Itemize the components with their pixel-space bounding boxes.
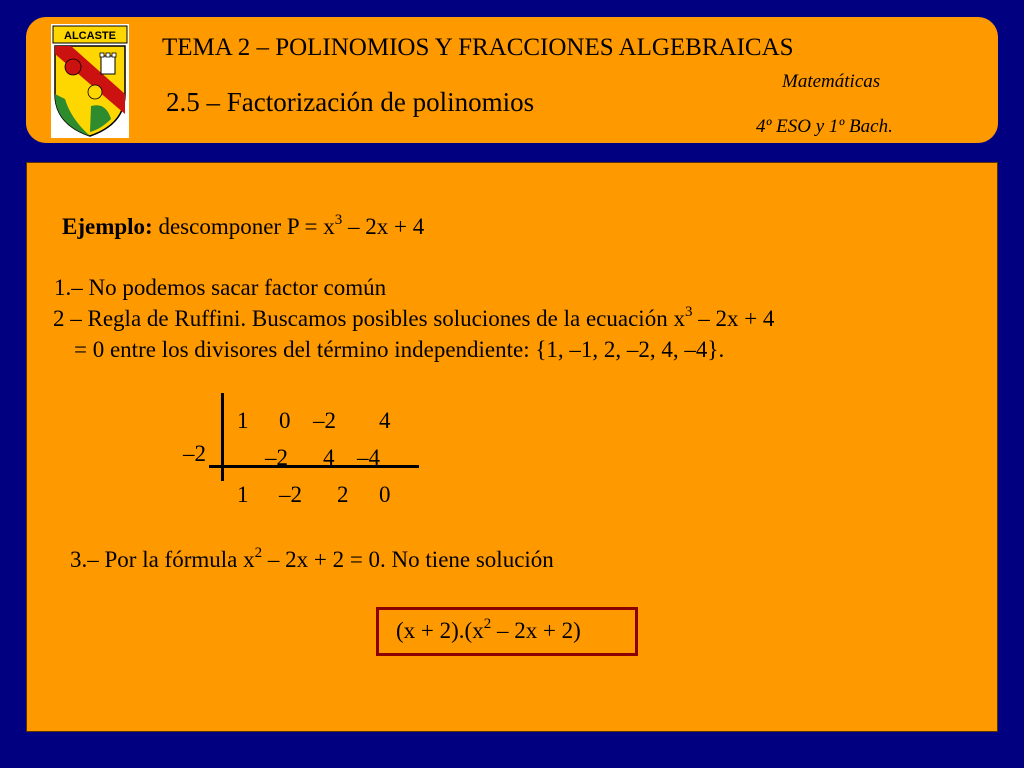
ruffini-result: 1 [237, 482, 249, 507]
subject-label: Matemáticas [782, 71, 881, 92]
ruffini-result: 0 [379, 482, 391, 507]
step-3-text-end: – 2x + 2 = 0. No tiene solución [262, 547, 554, 572]
header-panel [26, 17, 998, 143]
section-subtitle: 2.5 – Factorización de polinomios [166, 87, 535, 117]
result-text-end: – 2x + 2) [491, 618, 581, 643]
ruffini-coefficient: 1 [237, 408, 249, 433]
ruffini-product: –4 [357, 445, 380, 470]
ruffini-horizontal-bar [209, 465, 419, 468]
step-3-text: 3.– Por la fórmula x [70, 547, 255, 572]
ruffini-coefficient: 4 [379, 408, 391, 433]
example-exponent: 3 [334, 212, 343, 229]
step-2-exponent: 3 [684, 304, 693, 321]
ruffini-product: –2 [265, 445, 288, 470]
example-line [62, 214, 424, 240]
step-3 [70, 547, 554, 573]
svg-text:ALCASTE: ALCASTE [64, 30, 116, 42]
step-2-text-end: – 2x + 4 [692, 306, 775, 331]
page-title: TEMA 2 – POLINOMIOS Y FRACCIONES ALGEBRAICAS [162, 34, 794, 61]
step-3-exponent: 2 [254, 545, 263, 562]
step-1: 1.– No podemos sacar factor común [54, 275, 387, 300]
course-level-label: 4º ESO y 1º Bach. [756, 116, 893, 137]
ruffini-result: 2 [337, 482, 349, 507]
step-2 [53, 306, 774, 332]
example-text-end: – 2x + 4 [342, 214, 425, 239]
factorization-result-box [376, 607, 638, 656]
example-text: descomponer P = x [152, 214, 335, 239]
ruffini-coefficient: 0 [279, 408, 291, 433]
step-2-continuation: = 0 entre los divisores del término independiente: {1, –1, 2, –2, 4, –4}. [74, 337, 725, 362]
result-text: (x + 2).(x [396, 618, 484, 643]
alcaste-logo [51, 24, 129, 138]
step-2-text: 2 – Regla de Ruffini. Buscamos posibles soluciones de la ecuación x [53, 306, 685, 331]
ruffini-product: 4 [323, 445, 335, 470]
ruffini-coefficient: –2 [313, 408, 336, 433]
ruffini-root: –2 [183, 441, 206, 466]
example-label: Ejemplo: [62, 214, 153, 239]
content-panel [26, 162, 998, 732]
factorization-result [396, 618, 581, 644]
ruffini-result: –2 [279, 482, 302, 507]
result-exponent: 2 [483, 616, 492, 633]
